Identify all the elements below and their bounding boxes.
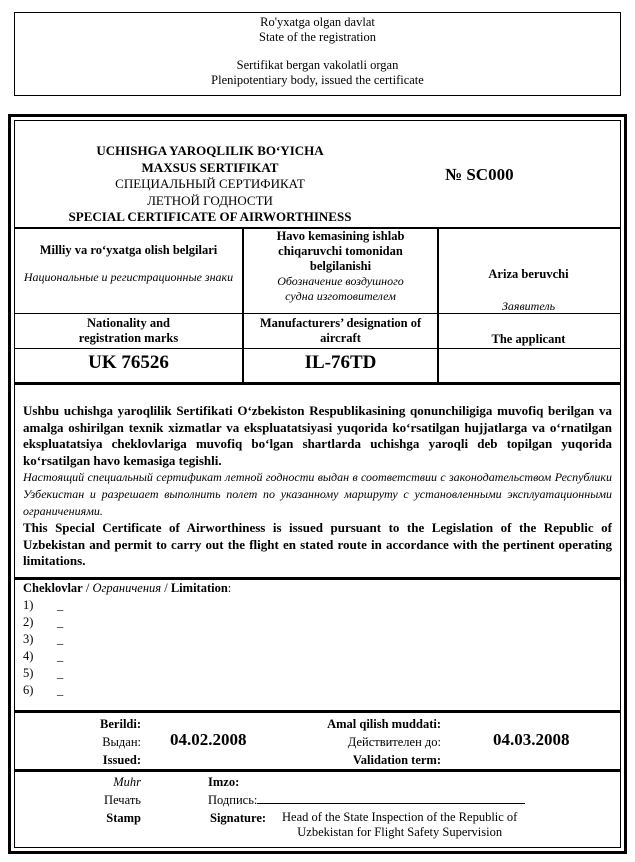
validity-label-uz: Amal qilish muddati: [327, 717, 441, 731]
col-manufacturer-designation-header [244, 229, 437, 304]
limitation-number: 6) [23, 683, 34, 697]
stamp-label-uz: Muhr [113, 775, 141, 789]
certificate-inner-frame [14, 120, 621, 848]
dates-divider [15, 769, 620, 772]
limitation-number: 2) [23, 615, 34, 629]
issuing-body-en: Plenipotentiary body, issued the certificate [211, 72, 424, 87]
certificate-statement [23, 403, 612, 570]
issued-label-ru: Выдан: [102, 735, 141, 749]
title-ru-line-1: СПЕЦИАЛЬНЫЙ СЕРТИФИКАТ [115, 176, 305, 191]
limitation-item [23, 682, 231, 699]
reg-marks-ru: Национальные и регистрационные знаки [23, 270, 234, 284]
limitation-value: _ [57, 683, 64, 697]
certificate-frame [8, 114, 627, 854]
title-uz-line-1: UCHISHGA YAROQLILIK BO‘YICHA [96, 143, 324, 158]
limitations-heading [23, 580, 231, 597]
statement-uz: Ushbu uchishga yaroqlilik Sertifikati O‘zbekiston Respublikasining qonunchiligiga muvofiq berilgan va amalga oshirilgan texnik xizmatlar va ekspluatatsiyasi yuqorida ko‘rsatilgan hujjatlarga va o‘rnatilgan ekspluatatsiya cheklovlariga muvofiq bo‘lgan shartlarda uchishga yaroqli deb topilgan yuqorida ko‘rsatilgan havo kemasiga tegishli. [23, 403, 612, 468]
limitation-item [23, 648, 231, 665]
registration-mark-value: UK 76526 [88, 352, 169, 373]
designation-uz-line-1: Havo kemasining ishlab [276, 229, 405, 243]
validity-label-ru: Действителен до: [347, 735, 441, 749]
colon: : [227, 581, 232, 595]
separator: / [161, 581, 171, 595]
limitation-item [23, 665, 231, 682]
signer-title-line-1: Head of the State Inspection of the Republic of [282, 810, 518, 824]
statement-ru: Настоящий специальный сертификат летной годности выдан в соответствии с законодательством Республики Узбекистан и разрешает выполнить полет по указанному маршруту с установленными эксплуатационными ограничениями. [23, 470, 612, 518]
limitation-value: _ [57, 632, 64, 646]
reg-marks-uz: Milliy va ro‘yxatga olish belgilari [39, 243, 218, 257]
validity-label-en: Validation term: [352, 753, 441, 767]
issued-label-en: Issued: [102, 753, 141, 767]
designation-ru-line-1: Обозначение воздушного [277, 274, 404, 288]
col-applicant-header [439, 267, 618, 314]
validity-date: 04.03.2008 [493, 730, 570, 749]
applicant-uz: Ariza beruvchi [488, 267, 569, 281]
designation-uz-line-2: chiqaruvchi tomonidan [278, 244, 403, 258]
designation-ru-line-2: судна изготовителем [285, 289, 396, 303]
issued-labels [75, 715, 141, 769]
signature-block [208, 773, 525, 840]
signer-title-line-2: Uzbekistan for Flight Safety Supervision [297, 825, 503, 839]
limitation-value: _ [57, 649, 64, 663]
state-of-registration-uz: Ro'yxatga olgan davlat [260, 15, 375, 29]
limitation-item [23, 614, 231, 631]
aircraft-designation-value: IL-76TD [304, 352, 377, 373]
title-uz-line-2: MAXSUS SERTIFIKAT [141, 159, 279, 175]
designation-en-line-2: aircraft [320, 331, 361, 345]
signature-line [257, 791, 525, 804]
reg-marks-en-line-1: Nationality and [86, 316, 170, 330]
limitations-section [23, 580, 231, 699]
limitation-value: _ [57, 666, 64, 680]
limitation-number: 1) [23, 598, 34, 612]
limitations-divider [15, 710, 620, 713]
certificate-title [45, 143, 375, 226]
stamp-labels [75, 773, 141, 827]
signer-title [282, 809, 517, 840]
applicant-ru: Заявитель [501, 299, 556, 313]
designation-en-line-1: Manufacturers’ designation of [259, 316, 422, 330]
reg-marks-en [15, 316, 242, 346]
validity-labels [285, 715, 441, 769]
registration-header-box [14, 12, 621, 96]
col-registration-marks-header [15, 243, 242, 285]
designation-en [244, 316, 437, 346]
table-value-divider [15, 348, 620, 349]
limitation-number: 5) [23, 666, 34, 680]
limitation-value: _ [57, 598, 64, 612]
signature-line-row [208, 791, 525, 809]
separator: / [82, 581, 93, 595]
state-of-registration-en: State of the registration [259, 29, 376, 44]
statement-en: This Special Certificate of Airworthiness is issued pursuant to the Legislation of the Republic of Uzbekistan and permit to carry out the flight en stated route in accordance with the pertinent operating limitations. [23, 520, 612, 568]
stamp-label-ru: Печать [104, 793, 141, 807]
limitation-number: 4) [23, 649, 34, 663]
limitation-number: 3) [23, 632, 34, 646]
certificate-number: № SC000 [445, 165, 514, 184]
table-bottom-divider [15, 382, 620, 385]
applicant-en: The applicant [491, 332, 566, 346]
designation-uz-line-3: belgilanishi [309, 259, 372, 273]
limitation-item [23, 597, 231, 614]
signature-label-ru: Подпись: [208, 793, 258, 807]
limitations-label-ru: Ограничения [92, 581, 162, 595]
limitation-value: _ [57, 615, 64, 629]
title-ru-line-2: ЛЕТНОЙ ГОДНОСТИ [147, 192, 273, 208]
limitations-label-uz: Cheklovlar [23, 581, 83, 595]
issued-label-uz: Berildi: [100, 717, 141, 731]
issuing-body-uz: Sertifikat bergan vakolatli organ [236, 58, 399, 72]
stamp-label-en: Stamp [106, 811, 141, 825]
limitations-label-en: Limitation [170, 581, 228, 595]
issued-date: 04.02.2008 [170, 730, 247, 749]
signature-label-uz: Imzo: [208, 775, 240, 789]
title-en: SPECIAL CERTIFICATE OF AIRWORTHINESS [68, 209, 352, 224]
signer-row [208, 809, 525, 840]
reg-marks-en-line-2: registration marks [78, 331, 179, 345]
signature-label-en: Signature: [210, 811, 267, 825]
limitation-item [23, 631, 231, 648]
